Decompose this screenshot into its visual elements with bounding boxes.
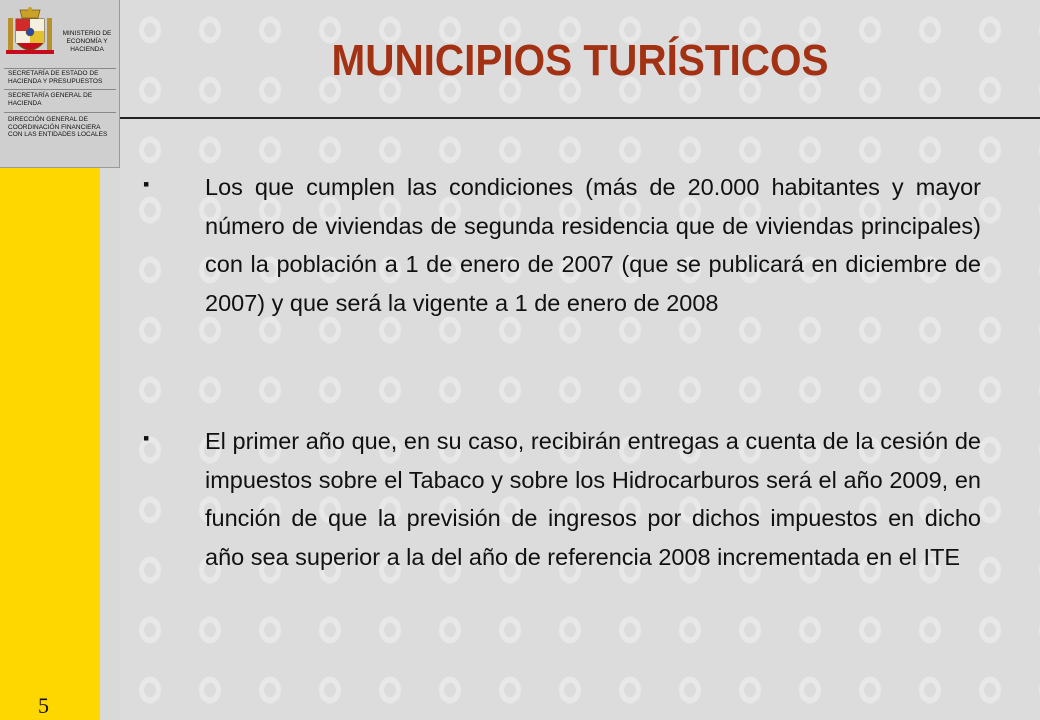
page-title: MUNICIPIOS TURÍSTICOS [331,36,829,85]
ministry-header [0,0,120,168]
spanish-coat-of-arms-icon [6,6,54,62]
title-underline [120,117,1040,119]
bullet-paragraph-1: Los que cumplen las condiciones (más de 20.000 habitantes y mayor número de viviendas de segunda residencia que de viviendas principales) con la población a 1 de enero de 2007 (que se publicará en diciembre de 2007) y que será la vigente a 1 de enero de 2008 [205,174,981,316]
page-number: 5 [38,693,49,718]
ministry-name: MINISTERIO DE ECONOMÍA Y HACIENDA [62,30,112,53]
bullet-marker-2: ▪ [143,428,150,448]
header-divider [4,112,116,113]
dept-direccion-general: DIRECCIÓN GENERAL DE COORDINACIÓN FINANCIERA CON LAS ENTIDADES LOCALES [8,116,108,138]
background-watermark [120,0,1040,720]
dept-secretaria-estado: SECRETARÍA DE ESTADO DE HACIENDA Y PRESUPUESTOS [8,70,103,85]
dept-secretaria-general: SECRETARÍA GENERAL DE HACIENDA [8,92,93,107]
bullet-paragraph-2: El primer año que, en su caso, recibirán entregas a cuenta de la cesión de impuestos sobre el Tabaco y sobre los Hidrocarburos será el año 2009, en función de que la previsión de ingresos por dichos impuestos en dicho año sea superior a la del año de referencia 2008 incrementada en el ITE [205,428,981,570]
bullet-marker-1: ▪ [143,174,150,194]
header-divider [4,89,116,90]
header-divider [4,68,116,69]
